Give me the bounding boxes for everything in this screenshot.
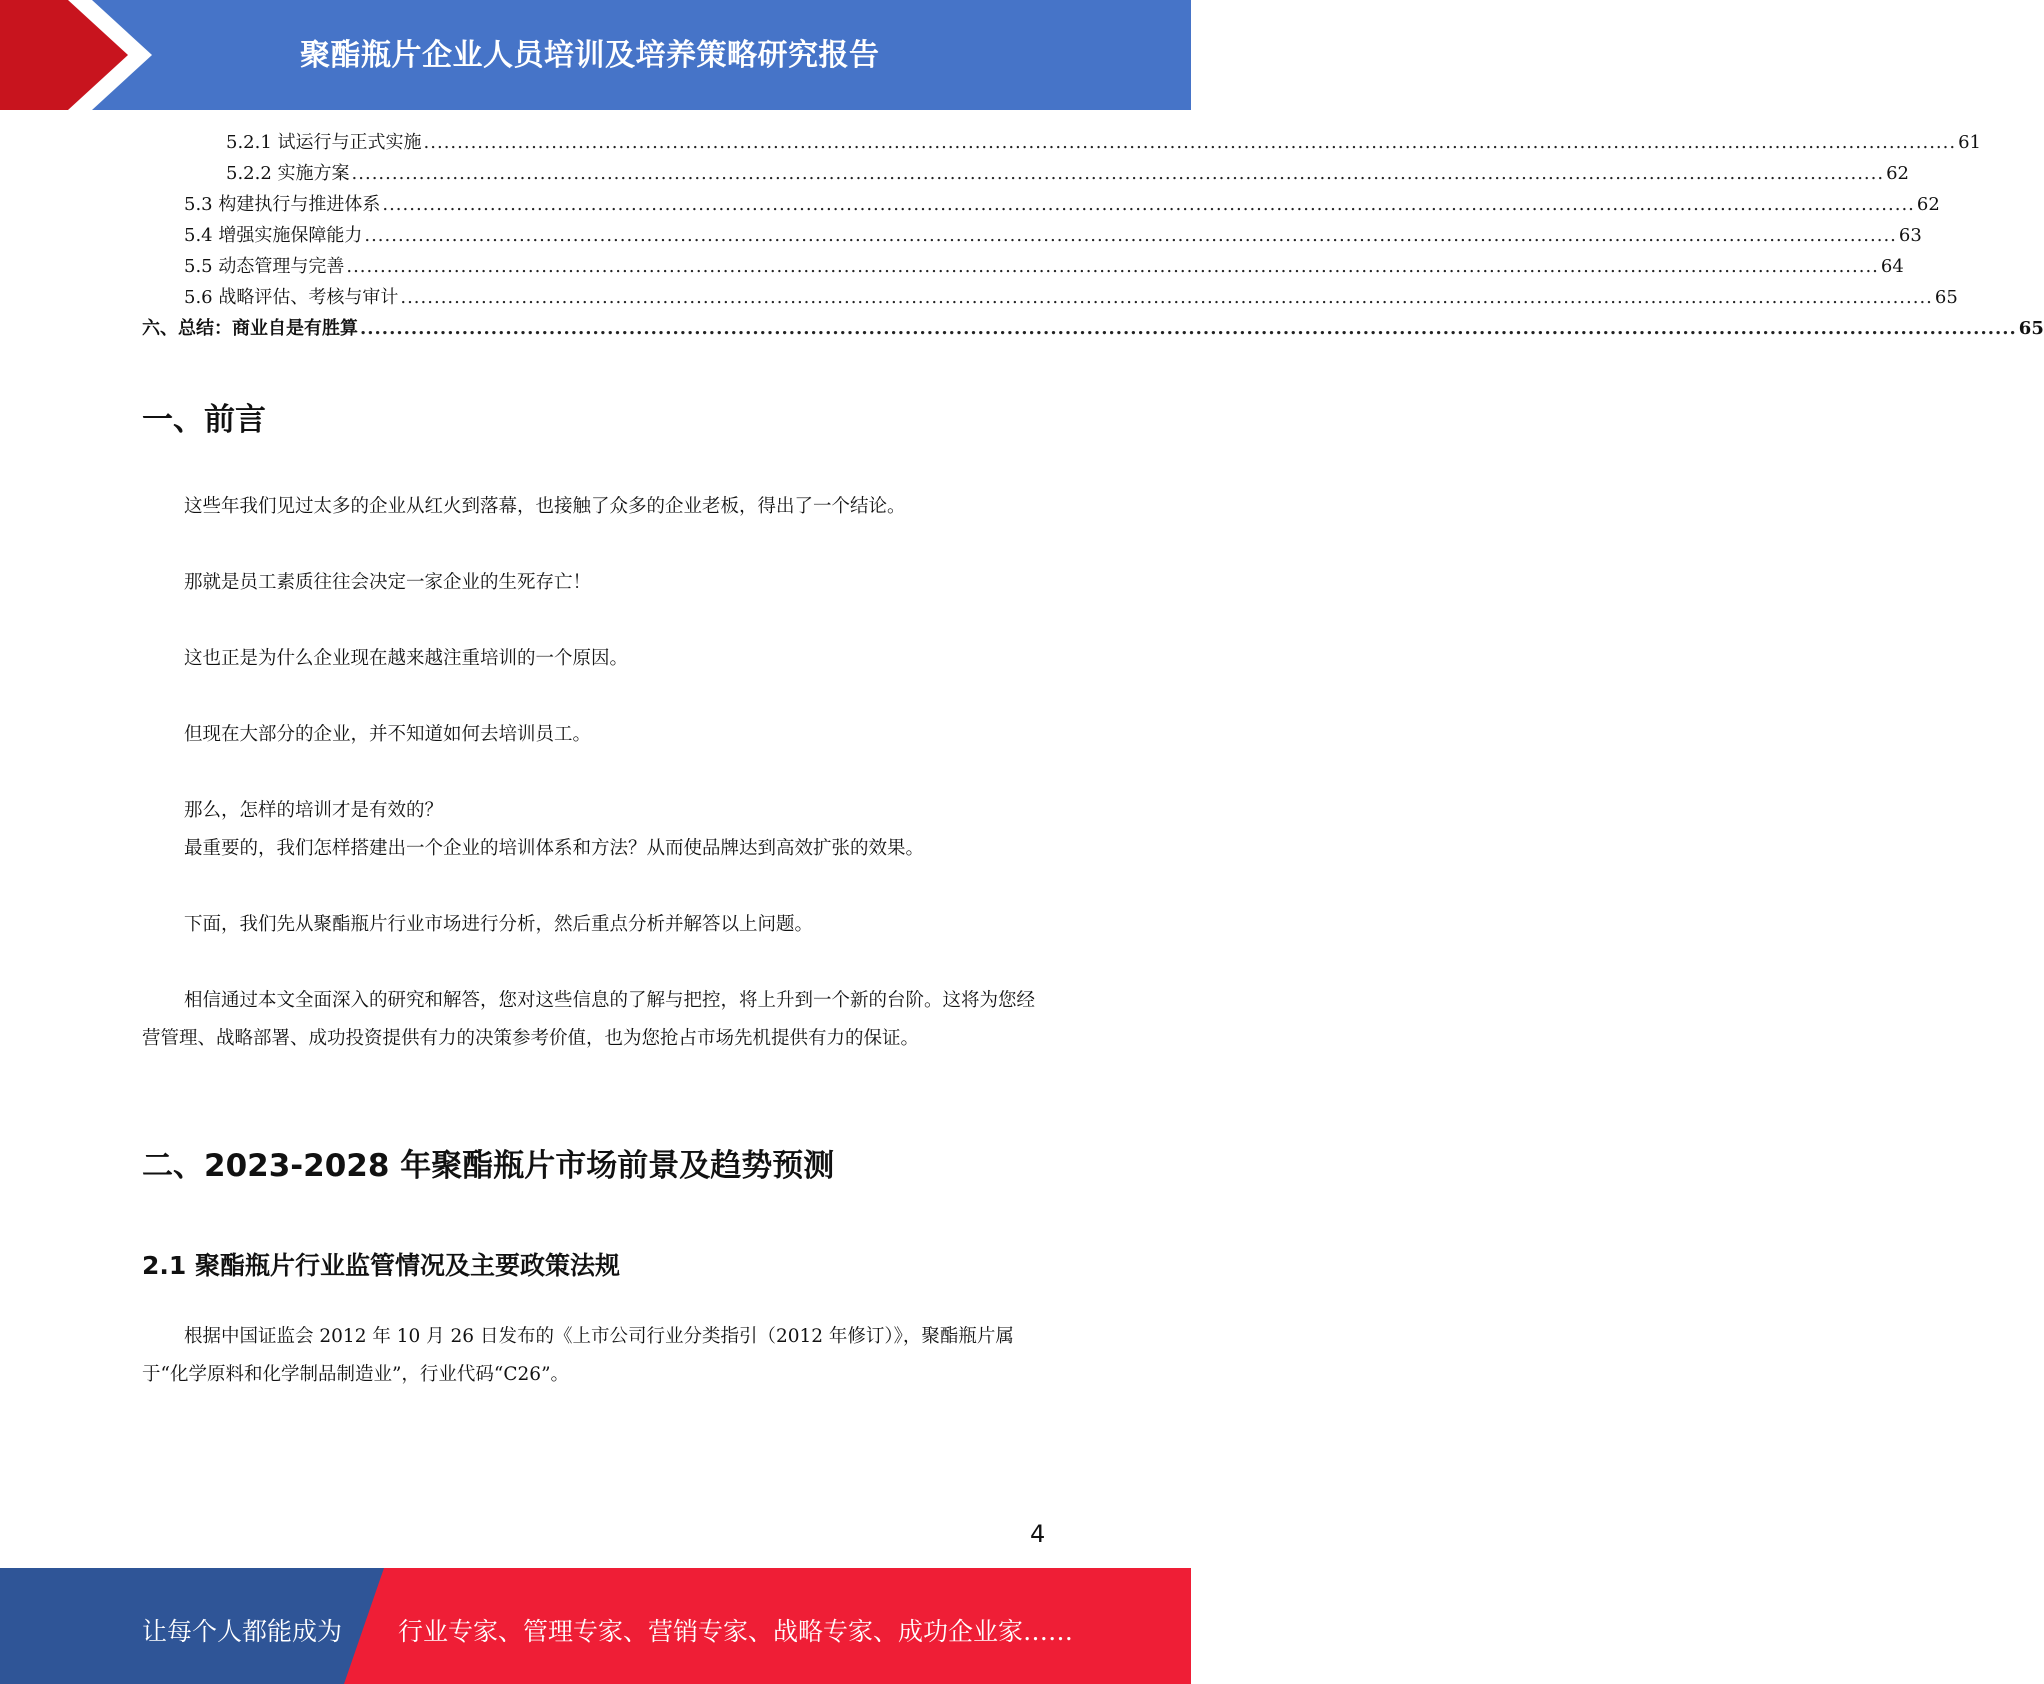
toc-entry-label: 5.2.2 实施方案	[226, 163, 350, 184]
toc-entry-page: 61	[1958, 132, 1981, 153]
paragraph: 下面，我们先从聚酯瓶片行业市场进行分析，然后重点分析并解答以上问题。	[184, 914, 814, 935]
toc-entry[interactable]	[184, 285, 1958, 311]
toc-entry[interactable]	[226, 130, 1981, 156]
footer-slogan-left: 让每个人都能成为	[142, 1617, 343, 1646]
page-footer	[0, 1568, 1191, 1684]
footer-slogan-right: 行业专家、管理专家、营销专家、战略专家、成功企业家……	[398, 1617, 1074, 1646]
toc-entry-page: 65	[1934, 287, 1958, 308]
paragraph: 这也正是为什么企业现在越来越注重培训的一个原因。	[184, 648, 629, 669]
toc-leader-dots: ....................................................................................................................................................................................................................................	[351, 163, 1885, 184]
page-header	[0, 0, 1191, 110]
toc-entry-label: 5.3 构建执行与推进体系	[184, 194, 381, 215]
toc-entry-page: 62	[1886, 163, 1909, 184]
header-chevron-icon	[0, 0, 142, 110]
toc-entry-page: 63	[1898, 225, 1922, 246]
toc-entry[interactable]	[184, 192, 1940, 218]
paragraph: 那就是员工素质往往会决定一家企业的生死存亡！	[184, 572, 592, 593]
toc-entry-page: 65	[2018, 318, 2044, 339]
toc-entry-page: 64	[1880, 256, 1904, 277]
toc-leader-dots: ....................................................................................................................................................................................................................................	[382, 194, 1915, 215]
toc-entry-page: 62	[1916, 194, 1940, 215]
toc-leader-dots: ....................................................................................................................................................................................................................................	[360, 318, 2017, 339]
toc-entry-label: 5.2.1 试运行与正式实施	[226, 132, 422, 153]
toc-entry[interactable]	[226, 161, 1909, 187]
section-heading: 一、前言	[142, 402, 266, 438]
toc-leader-dots: ....................................................................................................................................................................................................................................	[364, 225, 1897, 246]
toc-leader-dots: ....................................................................................................................................................................................................................................	[423, 132, 1957, 153]
toc-leader-dots: ....................................................................................................................................................................................................................................	[346, 256, 1879, 277]
toc-entry[interactable]	[184, 223, 1922, 249]
toc-entry-label: 5.4 增强实施保障能力	[184, 225, 363, 246]
toc-leader-dots: ....................................................................................................................................................................................................................................	[400, 287, 1933, 308]
toc-entry-label: 六、总结：商业自是有胜算	[142, 318, 358, 339]
toc-entry-label: 5.5 动态管理与完善	[184, 256, 345, 277]
toc-entry-chapter[interactable]	[142, 316, 2044, 342]
paragraph: 最重要的，我们怎样搭建出一个企业的培训体系和方法？从而使品牌达到高效扩张的效果。	[184, 838, 925, 859]
paragraph: 但现在大部分的企业，并不知道如何去培训员工。	[184, 724, 592, 745]
section-heading: 二、2023-2028 年聚酯瓶片市场前景及趋势预测	[142, 1148, 835, 1184]
paragraph: 相信通过本文全面深入的研究和解答，您对这些信息的了解与把控，将上升到一个新的台阶。这将为您经营管理、战略部署、成功投资提供有力的决策参考价值，也为您抢占市场先机提供有力的保证。	[142, 990, 1036, 1049]
paragraph: 那么，怎样的培训才是有效的？	[184, 800, 444, 821]
toc-entry-label: 5.6 战略评估、考核与审计	[184, 287, 399, 308]
header-title: 聚酯瓶片企业人员培训及培养策略研究报告	[300, 38, 880, 73]
paragraph: 根据中国证监会 2012 年 10 月 26 日发布的《上市公司行业分类指引（2012 年修订）》，聚酯瓶片属于“化学原料和化学制品制造业”，行业代码“C26”。	[142, 1326, 1014, 1385]
paragraph: 这些年我们见过太多的企业从红火到落幕，也接触了众多的企业老板，得出了一个结论。	[184, 496, 906, 517]
page-number: 4	[1030, 1520, 1046, 1548]
subsection-heading: 2.1 聚酯瓶片行业监管情况及主要政策法规	[142, 1251, 620, 1280]
toc-entry[interactable]	[184, 254, 1904, 280]
